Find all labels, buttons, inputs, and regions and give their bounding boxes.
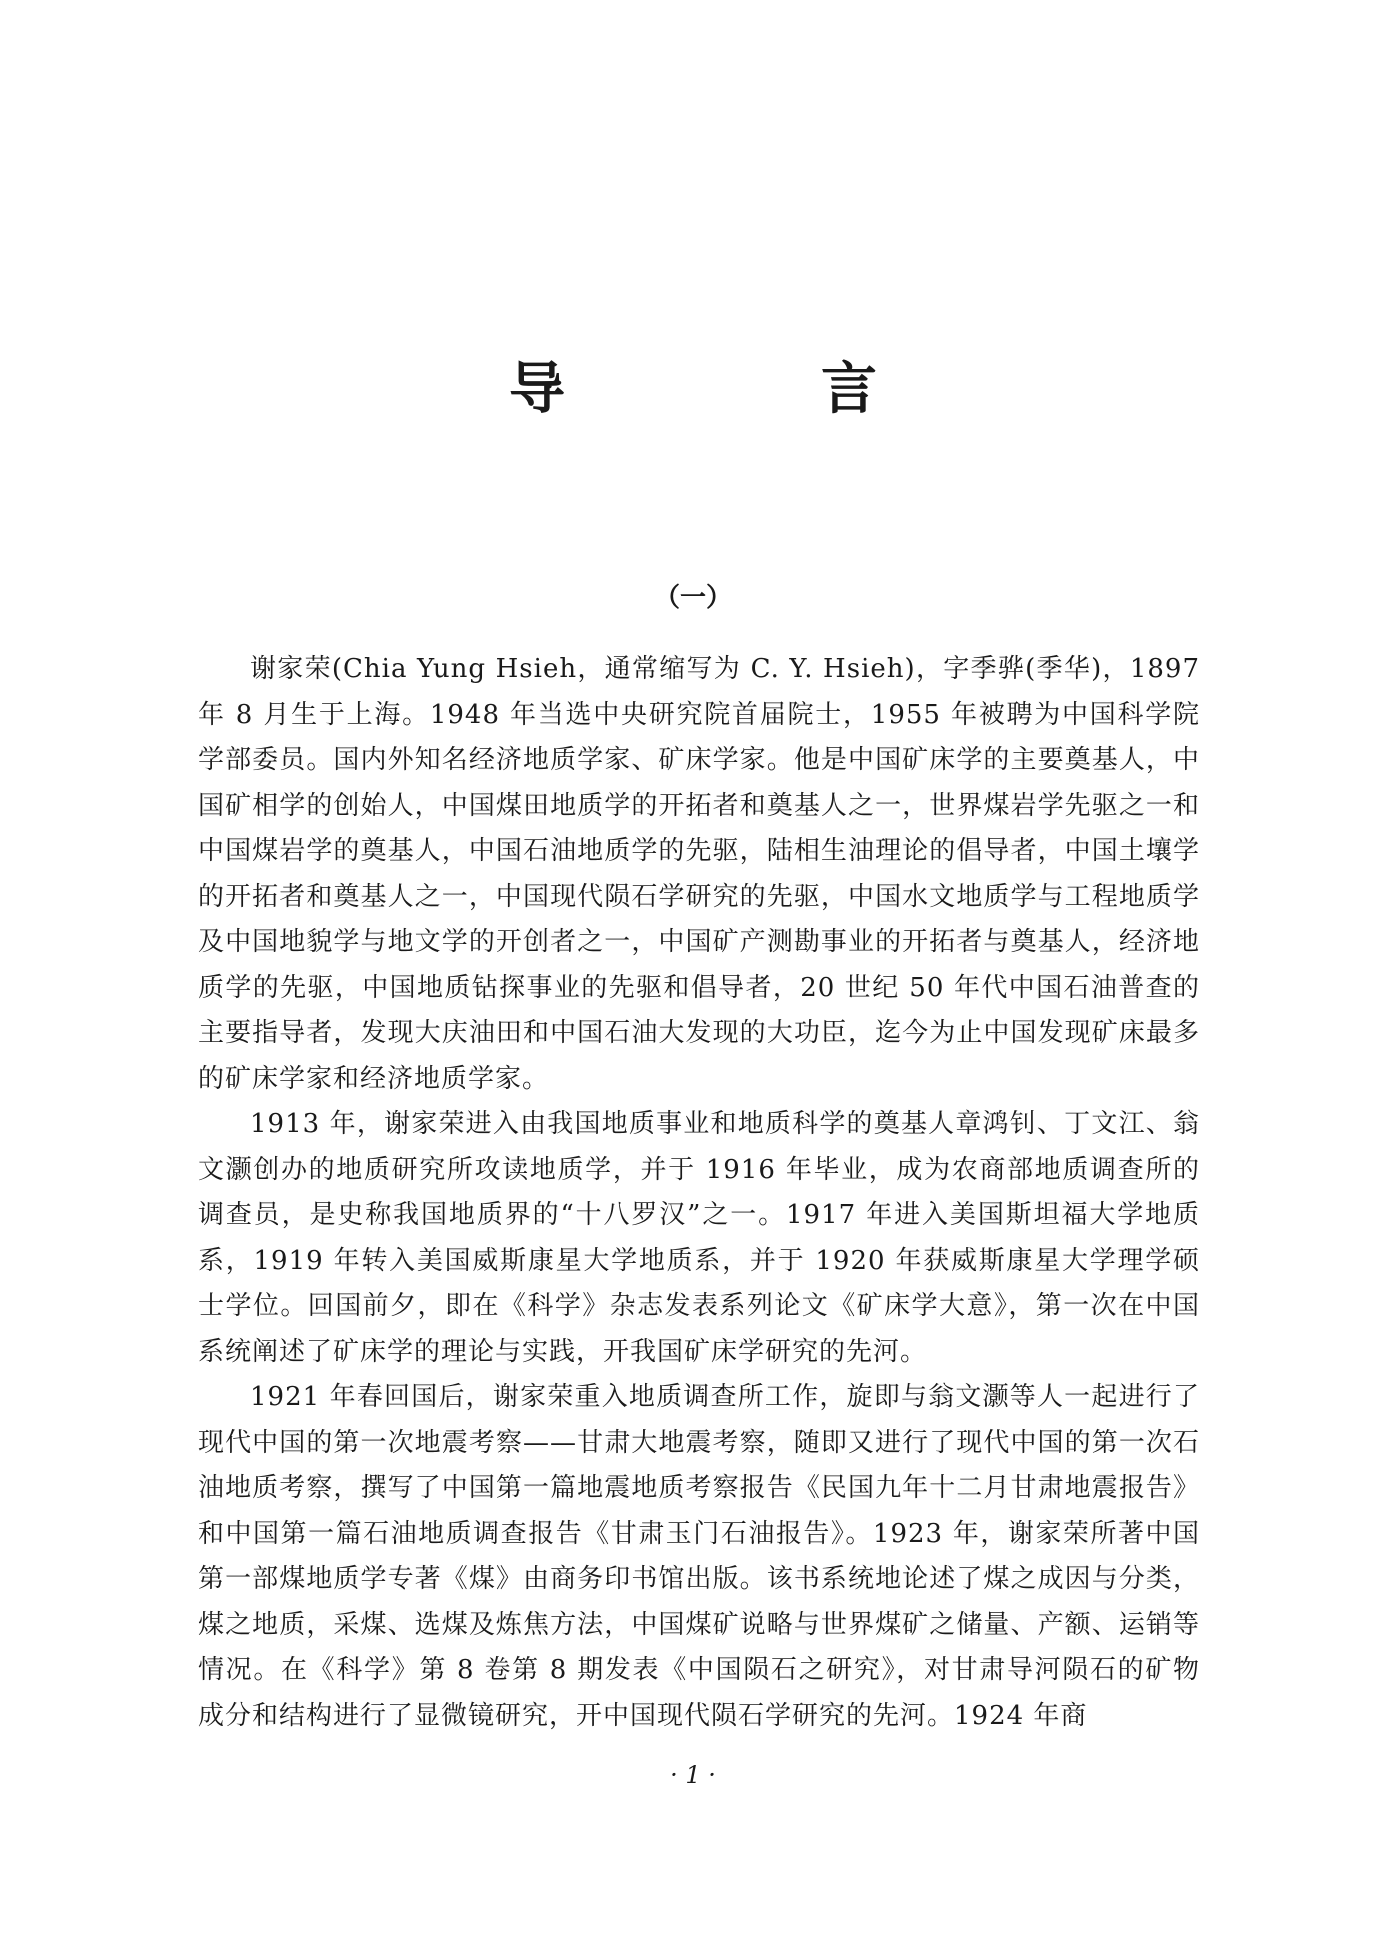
- paragraph-1: 谢家荣(Chia Yung Hsieh，通常缩写为 C. Y. Hsieh)，字季骅(季华)，1897 年 8 月生于上海。1948 年当选中央研究院首届院士，1955 年被聘为中国科学院学部委员。国内外知名经济地质学家、矿床学家。他是中国矿床学的主要奠基人，中国矿相学的创始人，中国煤田地质学的开拓者和奠基人之一，世界煤岩学先驱之一和中国煤岩学的奠基人，中国石油地质学的先驱，陆相生油理论的倡导者，中国土壤学的开拓者和奠基人之一，中国现代陨石学研究的先驱，中国水文地质学与工程地质学及中国地貌学与地文学的开创者之一，中国矿产测勘事业的开拓者与奠基人，经济地质学的先驱，中国地质钻探事业的先驱和倡导者，20 世纪 50 年代中国石油普查的主要指导者，发现大庆油田和中国石油大发现的大功臣，迄今为止中国发现矿床最多的矿床学家和经济地质学家。: [198, 654, 1200, 1094]
- page-number: · 1 ·: [670, 1761, 716, 1789]
- section-heading: （一）: [653, 583, 732, 613]
- page-title: 导 言: [509, 357, 977, 422]
- paragraph-2: 1913 年，谢家荣进入由我国地质事业和地质科学的奠基人章鸿钊、丁文江、翁文灏创办的地质研究所攻读地质学，并于 1916 年毕业，成为农商部地质调查所的调查员，是史称我国地质界的“十八罗汉”之一。1917 年进入美国斯坦福大学地质系，1919 年转入美国威斯康星大学地质系，并于 1920 年获威斯康星大学理学硕士学位。回国前夕，即在《科学》杂志发表系列论文《矿床学大意》，第一次在中国系统阐述了矿床学的理论与实践，开我国矿床学研究的先河。: [198, 1109, 1200, 1367]
- paragraph-3: 1921 年春回国后，谢家荣重入地质调查所工作，旋即与翁文灏等人一起进行了现代中国的第一次地震考察——甘肃大地震考察，随即又进行了现代中国的第一次石油地质考察，撰写了中国第一篇地震地质考察报告《民国九年十二月甘肃地震报告》和中国第一篇石油地质调查报告《甘肃玉门石油报告》。1923 年，谢家荣所著中国第一部煤地质学专著《煤》由商务印书馆出版。该书系统地论述了煤之成因与分类，煤之地质，采煤、选煤及炼焦方法，中国煤矿说略与世界煤矿之储量、产额、运销等情况。在《科学》第 8 卷第 8 期发表《中国陨石之研究》，对甘肃导河陨石的矿物成分和结构进行了显微镜研究，开中国现代陨石学研究的先河。1924 年商: [198, 1382, 1200, 1731]
- body-text: [198, 647, 1200, 1739]
